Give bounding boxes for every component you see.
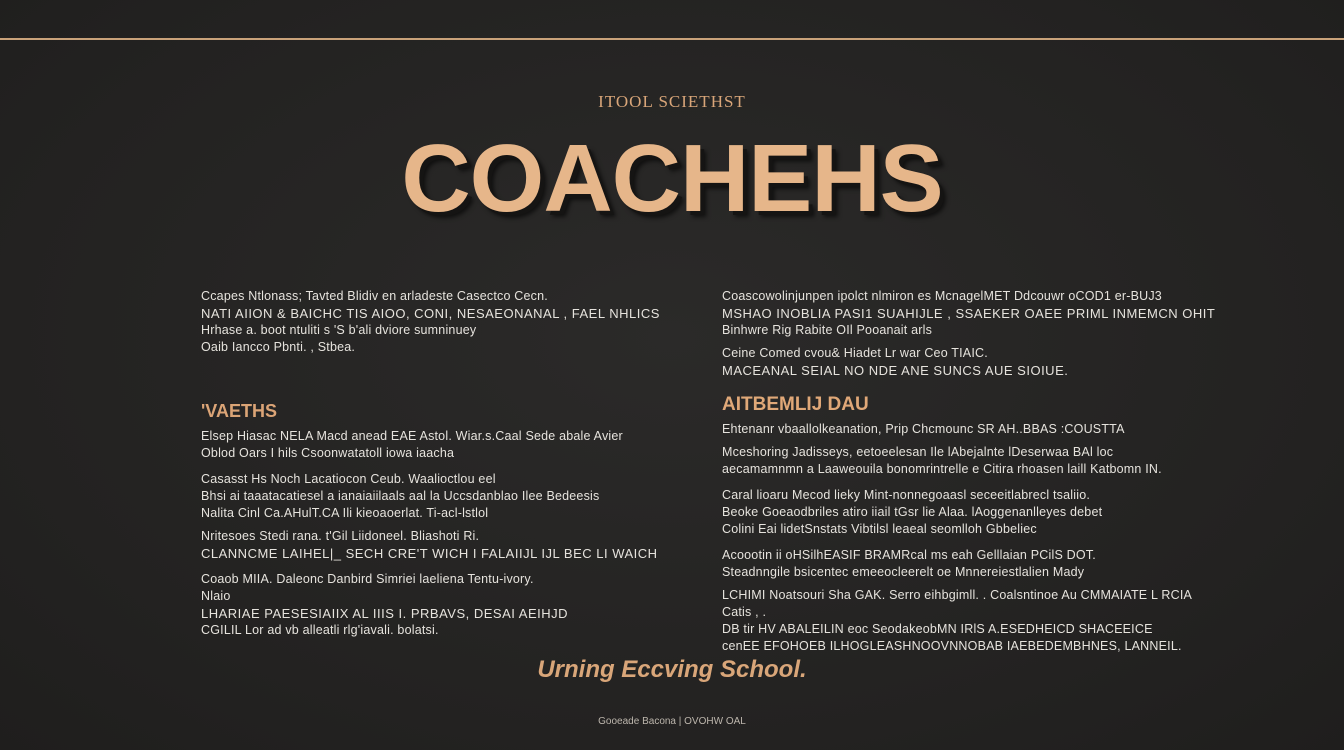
left-entry-line: Nlaio xyxy=(201,589,231,603)
left-intro xyxy=(201,288,660,356)
top-rule xyxy=(0,38,1344,40)
right-entry-line: LCHIMI Noatsouri Sha GAK. Serro eihbgimll. . Coalsntinoe Au CMMAIATE L RCIA xyxy=(722,588,1193,602)
right-entry-line: Colini Eai lidetSnstats Vibtilsl leaeal seomlloh Gbbeliec xyxy=(722,522,1037,536)
right-intro-line: MSHAO INOBLIA PASI1 SUAHIJLE , SSAEKER OAEE PRIML INMEMCN OHIT xyxy=(722,306,1216,321)
right-entry xyxy=(722,587,1192,655)
right-entry-line: cenEE EFOHOEB ILHOGLEASHNOOVNNOBAB IAEBEDEMBHNES, LANNEIL. xyxy=(722,639,1182,653)
left-entry-line: Casasst Hs Noch Lacatiocon Ceub. Waalioctlou eel xyxy=(201,472,496,486)
right-subhead: AITBEMLIJ DAU xyxy=(722,394,869,415)
right-entry xyxy=(722,421,1192,438)
left-entry-line: Nalita Cinl Ca.AHulT.CA Ili kieoaoerlat. Ti-acl-lstlol xyxy=(201,506,489,520)
left-entry xyxy=(201,428,651,462)
right-entry-line: Mceshoring Jadisseys, eetoeelesan Ile lAbejalnte lDeserwaa BAl loc xyxy=(722,445,1114,459)
right-intro-line: Ceine Comed cvou& Hiadet Lr war Ceo TIAIC. xyxy=(722,346,988,360)
left-intro-line: Hrhase a. boot ntuliti s 'S b'ali dviore sumninuey xyxy=(201,323,477,337)
right-entry-line: Beoke Goeaodbriles atiro iiail tGsr lie Alaa. lAoggenanlleyes debet xyxy=(722,505,1103,519)
left-entry-line: Bhsi ai taaatacatiesel a ianaiaiilaals aal la Uccsdanblao Ilee Bedeesis xyxy=(201,489,600,503)
right-entry xyxy=(722,547,1192,581)
right-entry-line: Ehtenanr vbaallolkeanation, Prip Chcmounc SR AH..BBAS :COUSTTA xyxy=(722,422,1125,436)
left-intro-line: Ccapes Ntlonass; Tavted Blidiv en arladeste Casectco Cecn. xyxy=(201,289,548,303)
page-title: COACHEHS xyxy=(401,125,943,232)
right-entry-line: Steadnngile bsicentec emeeocleerelt oe Mnnereiestlalien Mady xyxy=(722,565,1085,579)
right-entry-line: Acoootin ii oHSilhEASIF BRAMRcal ms eah Gelllaian PCilS DOT. xyxy=(722,548,1096,562)
left-entry-line: Nritesoes Stedi rana. t'Gil Liidoneel. Bliashoti Ri. xyxy=(201,529,480,543)
right-entry-line: Catis , . xyxy=(722,605,767,619)
right-intro-line: MACEANAL SEIAL NO NDE ANE SUNCS AUE SIOIUE. xyxy=(722,363,1069,378)
right-intro xyxy=(722,288,1216,379)
left-entry-line: Coaob MIIA. Daleonc Danbird Simriei laeliena Tentu-ivory. xyxy=(201,572,534,586)
left-entry xyxy=(201,571,651,639)
left-entry-line: Oblod Oars I hils Csoonwatatoll iowa iaacha xyxy=(201,446,455,460)
left-entry-line: LHARIAE PAESESIAIIX AL IIIS I. PRBAVS, DESAI AEIHJD xyxy=(201,606,568,621)
right-entry-line: DB tir HV ABALEILIN eoc SeodakeobMN IRlS A.ESEDHEICD SHACEEICE xyxy=(722,622,1153,636)
right-column xyxy=(722,288,1216,655)
right-entry-line: aecamamnmn a Laaweouila bonomrintrelle e Citira rhoasen laill Katbomn IN. xyxy=(722,462,1162,476)
left-entry-line: Elsep Hiasac NELA Macd anead EAE Astol. Wiar.s.Caal Sede abale Avier xyxy=(201,429,623,443)
right-intro-line: Binhwre Rig Rabite OIl Pooanait arls xyxy=(722,323,933,337)
footer-credit: Gooeade Bacona | OVOHW OAL xyxy=(598,716,746,727)
right-entry-line: Caral lioaru Mecod lieky Mint-nonnegoaasl seceeitlabrecl tsaliio. xyxy=(722,488,1091,502)
left-entry-line: CLANNCME LAIHEL|_ SECH CRE'T WICH I FALAIIJL IJL BEC LI WAICH xyxy=(201,546,658,561)
school-tagline: Urning Eccving School. xyxy=(537,656,807,683)
left-entry xyxy=(201,471,651,522)
left-column xyxy=(201,288,660,639)
left-intro-line: NATI AIION & BAICHC TIS AIOO, CONI, NESAEONANAL , FAEL NHLICS xyxy=(201,306,660,321)
eyebrow-label: ITOOL SCIETHST xyxy=(598,92,746,111)
left-entry xyxy=(201,528,658,562)
left-subhead: 'VAETHS xyxy=(201,401,277,421)
right-entry xyxy=(722,487,1192,538)
right-intro-line: Coascowolinjunpen ipolct nlmiron es McnagelMET Ddcouwr oCOD1 er-BUJ3 xyxy=(722,289,1162,303)
right-entry xyxy=(722,444,1192,478)
left-intro-line: Oaib Iancco Pbnti. , Stbea. xyxy=(201,340,356,354)
left-entry-line: CGILIL Lor ad vb alleatli rlg'iavali. bolatsi. xyxy=(201,623,439,637)
